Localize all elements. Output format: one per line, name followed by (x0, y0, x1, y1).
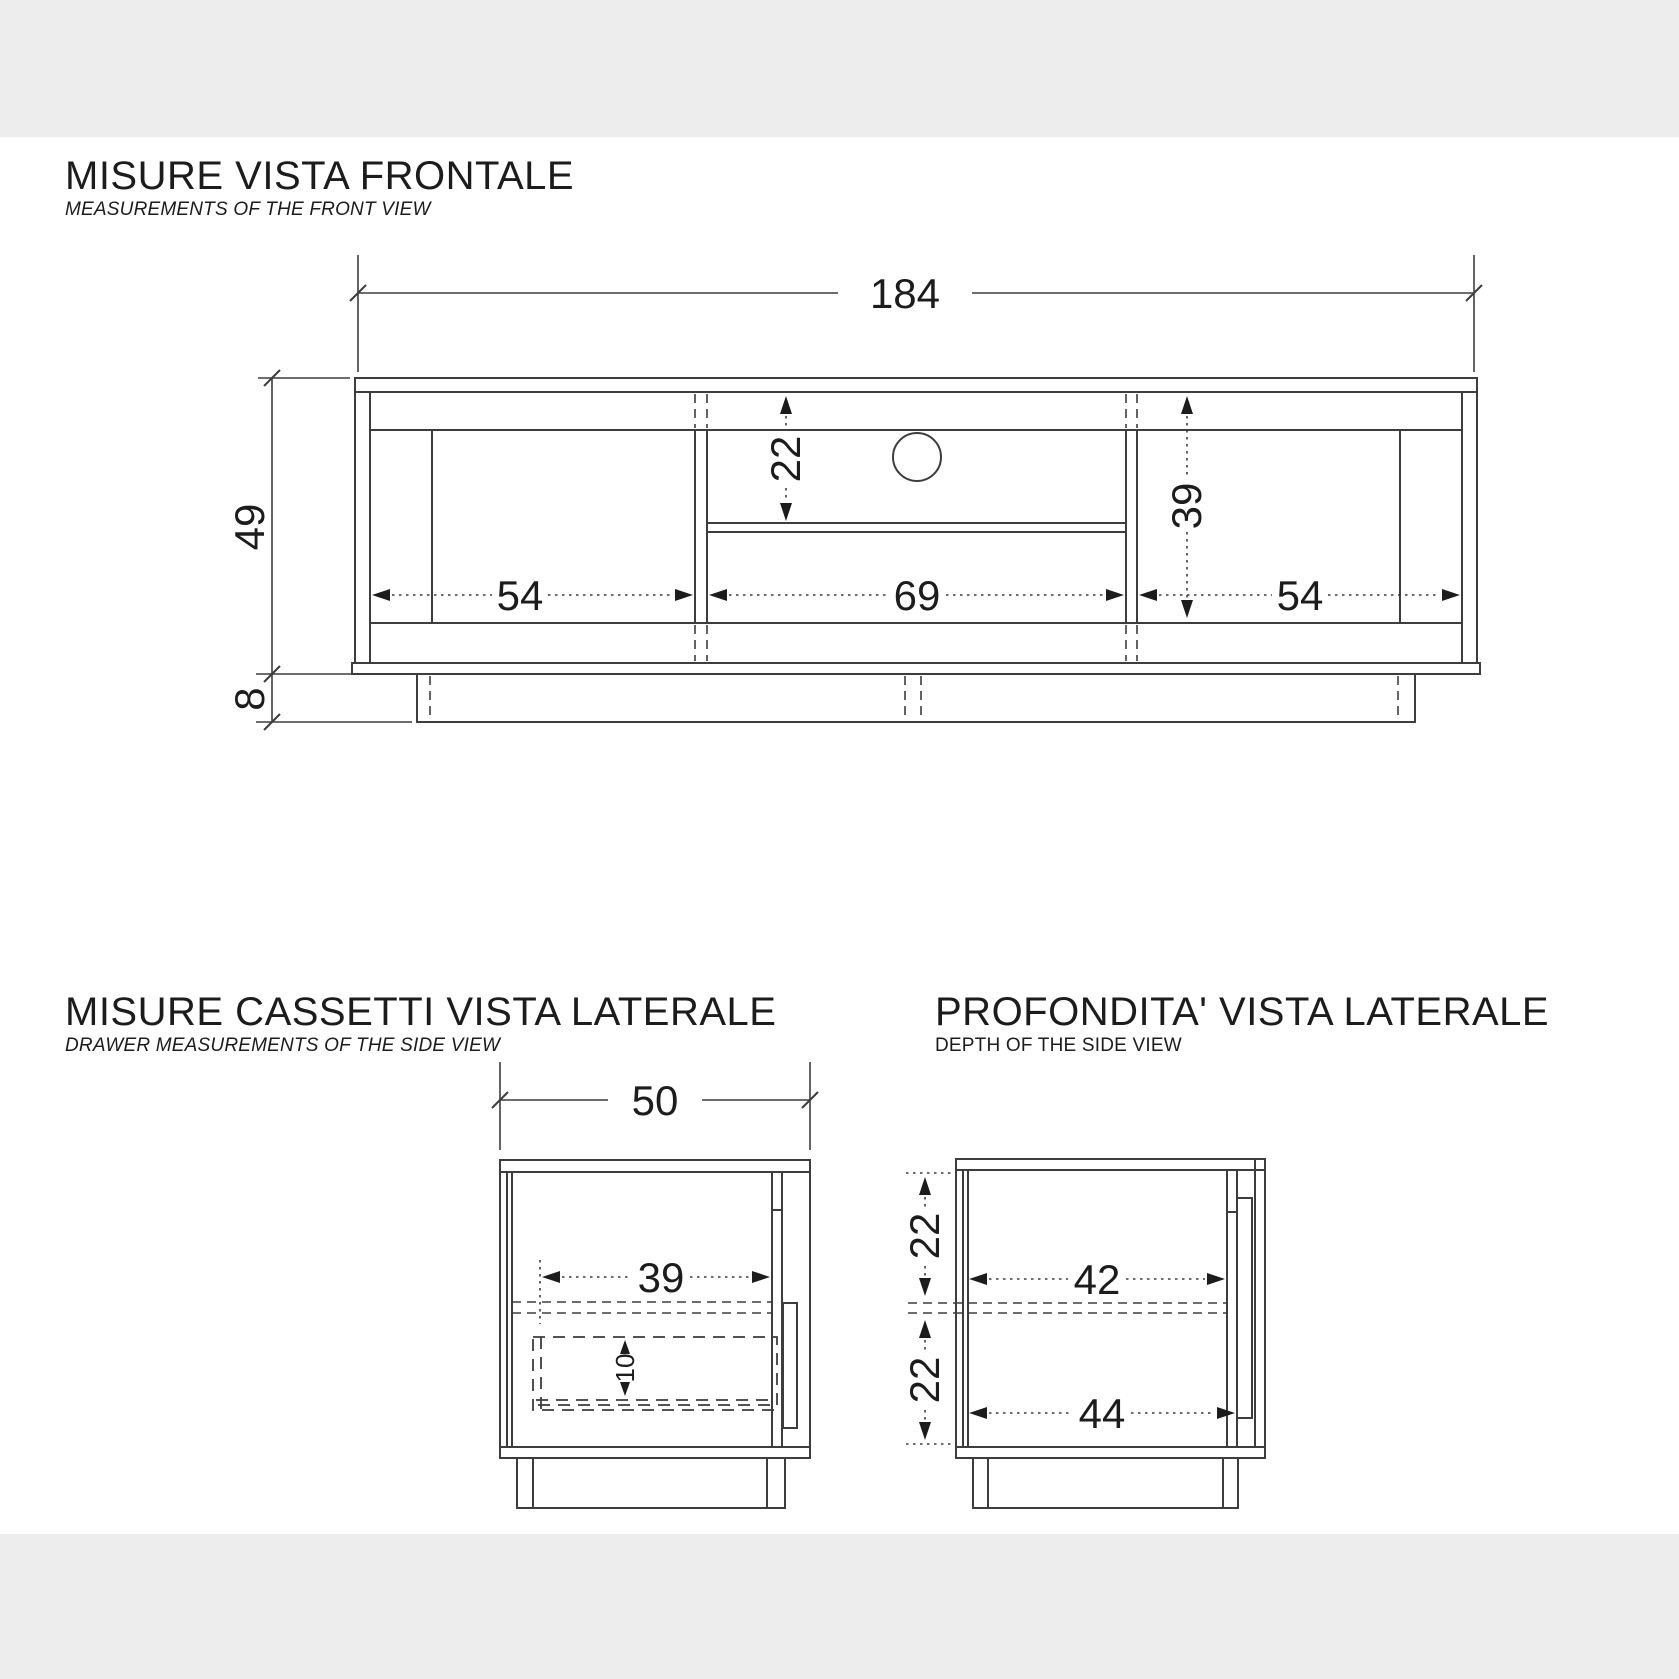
front-view-subtitle: MEASUREMENTS OF THE FRONT VIEW (65, 199, 431, 220)
drawer-side-view-title: MISURE CASSETTI VISTA LATERALE (65, 990, 777, 1034)
cable-hole (893, 433, 941, 481)
drawer-side-outline (500, 1160, 810, 1508)
depth-side-outline (908, 1159, 1265, 1508)
front-total-width-label: 184 (869, 270, 941, 317)
front-niche-height-label: 22 (762, 435, 809, 483)
front-plinth-height-label: 8 (226, 687, 273, 711)
front-cabinet-outline (352, 378, 1480, 722)
depth-side-handle (1237, 1198, 1252, 1418)
depth-side-lower-depth-label: 44 (1078, 1390, 1126, 1437)
front-total-height-label: 49 (226, 503, 273, 551)
front-dim-heights (256, 370, 412, 730)
depth-side-diagram (906, 1159, 1265, 1508)
front-plinth (417, 674, 1415, 722)
dimension-labels (226, 270, 1323, 1437)
front-left-width-label: 54 (496, 572, 544, 619)
front-view-diagram (256, 255, 1482, 730)
front-middle-width-label: 69 (893, 572, 941, 619)
drawer-side-depth-label: 50 (631, 1077, 679, 1124)
drawer-side-inner-depth-label: 39 (637, 1254, 685, 1301)
drawer-handle (783, 1303, 797, 1428)
depth-side-view-title: PROFONDITA' VISTA LATERALE (935, 990, 1550, 1034)
depth-side-lower-height-label: 22 (901, 1356, 948, 1404)
front-right-width-label: 54 (1276, 572, 1324, 619)
front-view-title: MISURE VISTA FRONTALE (65, 154, 575, 198)
drawer-side-view-subtitle: DRAWER MEASUREMENTS OF THE SIDE VIEW (65, 1035, 501, 1056)
hidden-drawer-outline (533, 1337, 777, 1410)
drawer-side-plinth (517, 1458, 785, 1508)
depth-side-view-subtitle: DEPTH OF THE SIDE VIEW (935, 1035, 1182, 1056)
front-interior-height-label: 39 (1163, 482, 1210, 530)
drawer-side-inner-height-label: 10 (610, 1353, 640, 1383)
depth-side-plinth (973, 1458, 1238, 1508)
depth-side-upper-depth-label: 42 (1073, 1256, 1121, 1303)
depth-side-upper-height-label: 22 (901, 1212, 948, 1260)
